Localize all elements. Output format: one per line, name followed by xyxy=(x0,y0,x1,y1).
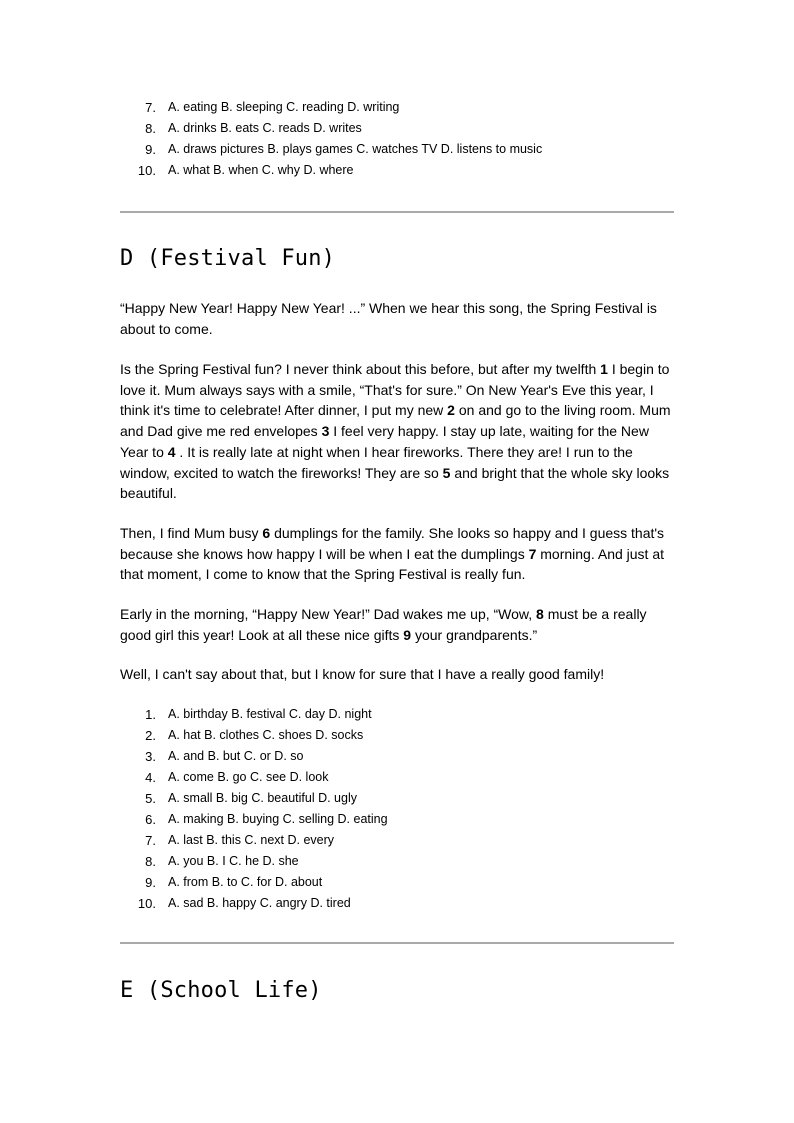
section-c-question-list xyxy=(120,97,542,181)
question-options: A. making B. buying C. selling D. eating xyxy=(168,812,388,826)
question-number: 6. xyxy=(145,812,156,827)
passage-text: morning. And just at that moment, I come to know that the Spring Festival is really fun. xyxy=(120,545,665,583)
blank-number: 7 xyxy=(528,545,537,562)
question-number: 1. xyxy=(145,707,156,722)
question-number: 7. xyxy=(145,100,156,115)
question-number: 3. xyxy=(145,749,156,764)
blank-number: 5 xyxy=(442,464,451,481)
question-item xyxy=(120,139,542,160)
question-item xyxy=(120,893,388,914)
section-d-question-list xyxy=(120,704,388,914)
passage-paragraph-5: Well, I can't say about that, but I know for sure that I have a really good family! xyxy=(120,666,605,682)
question-item xyxy=(120,704,388,725)
question-options: A. what B. when C. why D. where xyxy=(168,163,354,177)
question-options: A. eating B. sleeping C. reading D. writing xyxy=(168,100,400,114)
question-number: 9. xyxy=(145,142,156,157)
question-item xyxy=(120,851,388,872)
question-number: 4. xyxy=(145,770,156,785)
question-options: A. birthday B. festival C. day D. night xyxy=(168,707,372,721)
question-number: 10. xyxy=(137,896,156,911)
question-item xyxy=(120,830,388,851)
blank-number: 2 xyxy=(447,402,455,419)
passage-text: . It is really late at night when I hear fireworks. There they are! I run to the window, excited to watch the fireworks! They are so xyxy=(120,443,633,481)
passage-text: must be a really good girl this year! Look at all these nice gifts xyxy=(120,606,647,643)
question-item xyxy=(120,97,542,118)
question-item xyxy=(120,746,388,767)
passage-paragraph-1: “Happy New Year! Happy New Year! ...” When we hear this song, the Spring Festival is about to come. xyxy=(120,300,657,337)
blank-number: 1 xyxy=(600,361,608,377)
blank-number: 8 xyxy=(536,606,544,622)
question-number: 2. xyxy=(145,728,156,743)
question-item xyxy=(120,809,388,830)
question-number: 10. xyxy=(137,163,156,178)
passage-text: Then, I find Mum busy xyxy=(120,525,263,541)
question-options: A. hat B. clothes C. shoes D. socks xyxy=(168,728,364,742)
passage-paragraph-2 xyxy=(120,359,676,504)
question-options: A. and B. but C. or D. so xyxy=(168,749,304,763)
question-options: A. drinks B. eats C. reads D. writes xyxy=(168,121,362,135)
question-item xyxy=(120,160,542,181)
question-item xyxy=(120,788,388,809)
question-item xyxy=(120,767,388,788)
passage-text: your grandparents.” xyxy=(411,626,538,643)
passage-text: I begin to love it. Mum always says with a smile, “That's for sure.” On New Year's Eve this year, I think it's time to celebrate! After dinner, I put my new xyxy=(120,361,670,419)
passage-text: I feel very happy. I stay up late, waiting for the New Year to xyxy=(120,423,649,460)
question-number: 5. xyxy=(145,791,156,806)
passage-paragraph-4 xyxy=(120,604,676,645)
blank-number: 6 xyxy=(262,525,271,541)
section-heading: D (Festival Fun) xyxy=(120,246,336,271)
question-options: A. you B. I C. he D. she xyxy=(168,854,299,868)
question-number: 9. xyxy=(145,875,156,890)
question-item xyxy=(120,725,388,746)
blank-number: 3 xyxy=(321,423,330,440)
passage-text: Is the Spring Festival fun? I never think about this before, but after my twelfth xyxy=(120,361,601,377)
passage-paragraph-3 xyxy=(120,523,676,585)
question-options: A. come B. go C. see D. look xyxy=(168,770,329,784)
question-number: 8. xyxy=(145,121,156,136)
question-item xyxy=(120,872,388,893)
question-options: A. from B. to C. for D. about xyxy=(168,875,323,889)
passage-text: and bright that the whole sky looks beautiful. xyxy=(120,464,670,502)
blank-number: 9 xyxy=(403,626,412,643)
passage-text: dumplings for the family. She looks so happy and I guess that's because she knows how happy I will be when I eat the dumplings xyxy=(120,525,665,562)
section-heading: E (School Life) xyxy=(120,978,322,1003)
question-number: 8. xyxy=(145,854,156,869)
passage-text: on and go to the living room. Mum and Dad give me red envelopes xyxy=(120,402,671,440)
question-number: 7. xyxy=(145,833,156,848)
question-options: A. draws pictures B. plays games C. watches TV D. listens to music xyxy=(168,142,543,156)
section-divider xyxy=(120,942,674,944)
section-divider xyxy=(120,211,674,213)
question-options: A. sad B. happy C. angry D. tired xyxy=(168,896,351,910)
blank-number: 4 xyxy=(167,443,176,460)
question-options: A. last B. this C. next D. every xyxy=(168,833,335,847)
question-item xyxy=(120,118,542,139)
question-options: A. small B. big C. beautiful D. ugly xyxy=(168,791,357,805)
passage-text: Early in the morning, “Happy New Year!” Dad wakes me up, “Wow, xyxy=(120,606,537,622)
